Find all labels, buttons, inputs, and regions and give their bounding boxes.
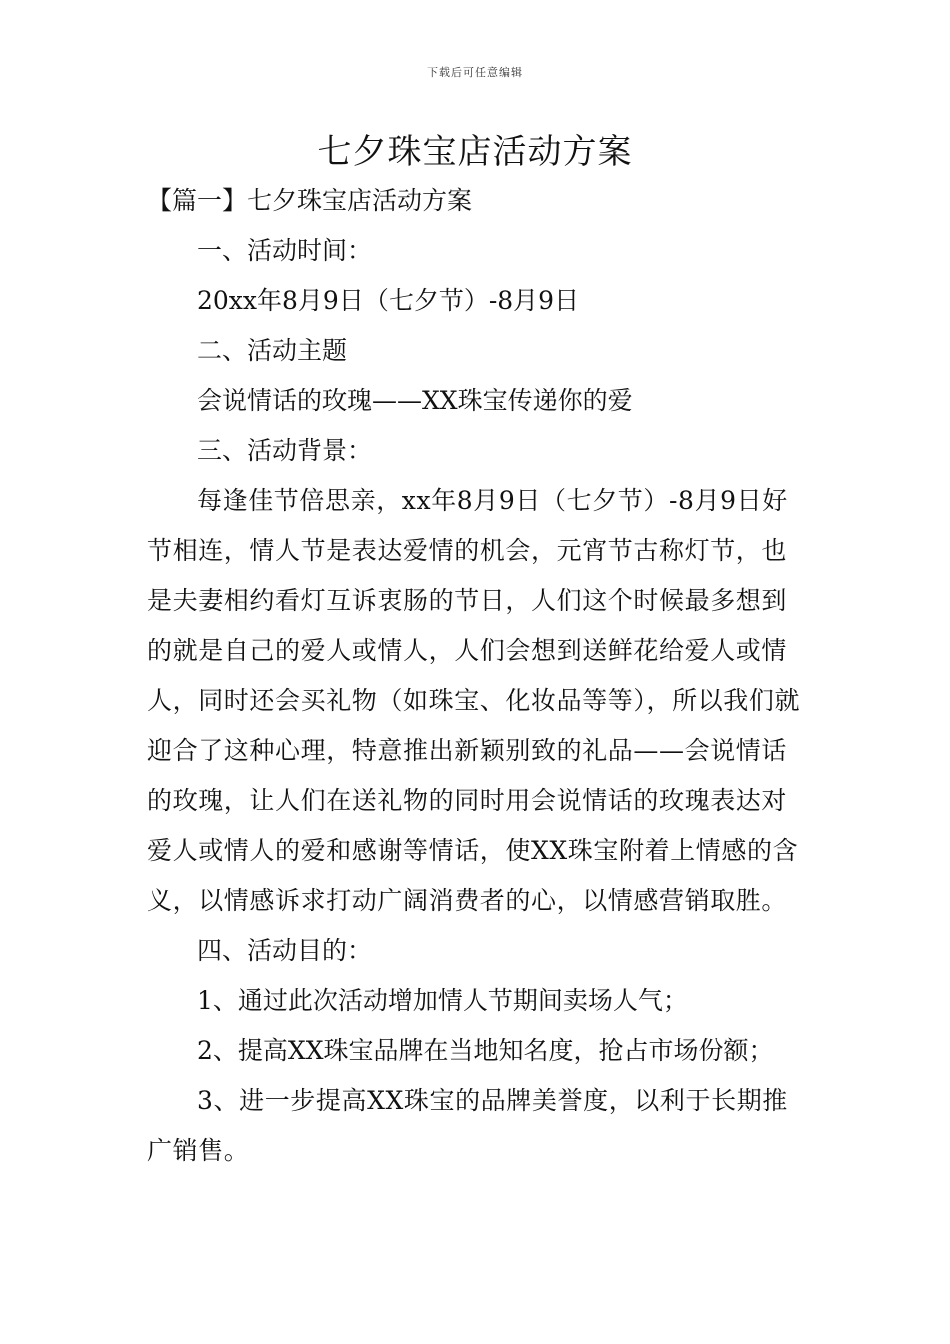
heading-activity-time: 一、活动时间：	[197, 236, 373, 265]
goal-item-3: 3、进一步提高XX珠宝的品牌美誉度，以利于长期推广销售。	[147, 1086, 788, 1165]
document-body	[147, 176, 809, 1176]
activity-theme: 会说情话的玫瑰——XX珠宝传递你的爱	[197, 386, 633, 415]
activity-date: 20xx年8月9日（七夕节）-8月9日	[197, 286, 580, 315]
heading-activity-background: 三、活动背景：	[197, 436, 373, 465]
section-heading: 【篇一】七夕珠宝店活动方案	[147, 186, 473, 215]
heading-activity-theme: 二、活动主题	[197, 336, 348, 365]
document-title: 七夕珠宝店活动方案	[317, 132, 633, 172]
heading-activity-goals: 四、活动目的：	[197, 936, 373, 965]
goal-item-1: 1、通过此次活动增加情人节期间卖场人气；	[197, 986, 688, 1015]
header-note: 下载后可任意编辑	[427, 66, 523, 79]
goal-item-2: 2、提高XX珠宝品牌在当地知名度，抢占市场份额；	[197, 1036, 774, 1065]
background-paragraph: 每逢佳节倍思亲，xx年8月9日（七夕节）-8月9日好节相连，情人节是表达爱情的机会，元宵节古称灯节，也是夫妻相约看灯互诉衷肠的节日，人们这个时候最多想到的就是自己的爱人或情人，人们会想到送鲜花给爱人或情人，同时还会买礼物（如珠宝、化妆品等等），所以我们就迎合了这种心理，特意推出新颖别致的礼品——会说情话的玫瑰，让人们在送礼物的同时用会说情话的玫瑰表达对爱人或情人的爱和感谢等情话，使XX珠宝附着上情感的含义，以情感诉求打动广阔消费者的心，以情感营销取胜。	[147, 486, 801, 915]
